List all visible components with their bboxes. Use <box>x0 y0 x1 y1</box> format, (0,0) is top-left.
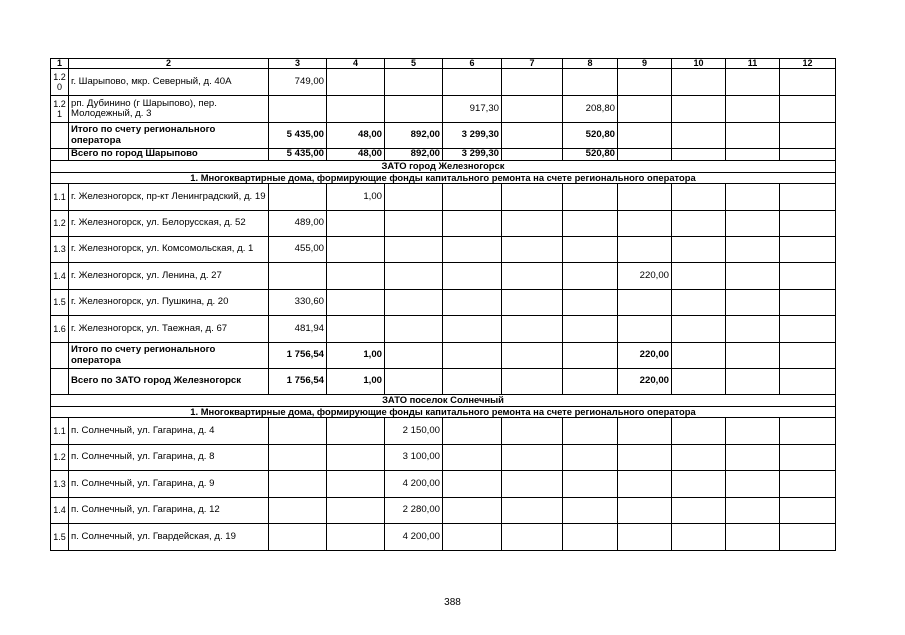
row-number-cell: 1.2 <box>51 211 69 237</box>
value-cell: 3 299,30 <box>443 149 502 161</box>
value-cell <box>563 184 618 211</box>
value-cell: 4 200,00 <box>385 524 443 551</box>
value-cell <box>443 445 502 471</box>
value-cell <box>443 471 502 498</box>
row-number-cell: 1.1 <box>51 418 69 445</box>
value-cell <box>726 418 780 445</box>
value-cell <box>327 471 385 498</box>
value-cell <box>726 123 780 149</box>
value-cell <box>726 237 780 263</box>
value-cell <box>269 445 327 471</box>
section-title: 1. Многоквартирные дома, формирующие фонды капитального ремонта на счете регионального оператора <box>51 172 836 184</box>
value-cell: 220,00 <box>618 343 672 369</box>
value-cell <box>672 471 726 498</box>
table-row <box>51 211 836 237</box>
value-cell <box>780 471 836 498</box>
value-cell <box>269 184 327 211</box>
value-cell <box>269 498 327 524</box>
address-cell: г. Железногорск, ул. Ленина, д. 27 <box>69 263 269 290</box>
value-cell <box>780 237 836 263</box>
table-row <box>51 524 836 551</box>
value-cell: 892,00 <box>385 149 443 161</box>
row-number-cell: 1.2 1 <box>51 96 69 123</box>
value-cell <box>672 211 726 237</box>
value-cell <box>618 471 672 498</box>
value-cell <box>502 184 563 211</box>
value-cell <box>672 418 726 445</box>
value-cell <box>327 96 385 123</box>
column-number-header <box>51 59 836 69</box>
value-cell <box>726 96 780 123</box>
column-number-cell: 7 <box>502 59 563 69</box>
value-cell <box>780 123 836 149</box>
row-number-cell: 1.2 0 <box>51 69 69 96</box>
value-cell <box>563 316 618 343</box>
value-cell <box>618 445 672 471</box>
value-cell: 2 150,00 <box>385 418 443 445</box>
value-cell <box>563 290 618 316</box>
value-cell <box>672 343 726 369</box>
value-cell <box>672 445 726 471</box>
row-number-cell <box>51 149 69 161</box>
value-cell <box>502 316 563 343</box>
value-cell: 3 100,00 <box>385 445 443 471</box>
value-cell <box>618 316 672 343</box>
value-cell <box>385 211 443 237</box>
value-cell <box>780 524 836 551</box>
value-cell <box>502 498 563 524</box>
value-cell <box>618 149 672 161</box>
value-cell <box>443 343 502 369</box>
table-row <box>51 471 836 498</box>
row-number-cell: 1.4 <box>51 263 69 290</box>
address-cell: п. Солнечный, ул. Гвардейская, д. 19 <box>69 524 269 551</box>
value-cell: 4 200,00 <box>385 471 443 498</box>
value-cell <box>443 69 502 96</box>
value-cell <box>672 123 726 149</box>
column-number-cell: 11 <box>726 59 780 69</box>
table-row <box>51 184 836 211</box>
value-cell: 520,80 <box>563 149 618 161</box>
column-number-cell: 5 <box>385 59 443 69</box>
value-cell <box>726 149 780 161</box>
value-cell <box>780 69 836 96</box>
value-cell <box>502 123 563 149</box>
value-cell <box>563 369 618 395</box>
value-cell <box>563 343 618 369</box>
value-cell <box>443 290 502 316</box>
section-title: 1. Многоквартирные дома, формирующие фонды капитального ремонта на счете регионального оператора <box>51 406 836 418</box>
value-cell <box>780 211 836 237</box>
value-cell <box>443 237 502 263</box>
table-row <box>51 290 836 316</box>
address-cell: Всего по город Шарыпово <box>69 149 269 161</box>
value-cell: 220,00 <box>618 263 672 290</box>
row-number-cell: 1.2 <box>51 445 69 471</box>
value-cell: 1 756,54 <box>269 343 327 369</box>
table-row <box>51 237 836 263</box>
value-cell <box>563 445 618 471</box>
report-table <box>50 58 836 551</box>
address-cell: Итого по счету регионального оператора <box>69 123 269 149</box>
section-header-row <box>51 395 836 407</box>
column-number-cell: 6 <box>443 59 502 69</box>
value-cell <box>726 498 780 524</box>
value-cell <box>327 211 385 237</box>
value-cell <box>269 524 327 551</box>
value-cell <box>269 471 327 498</box>
address-cell: п. Солнечный, ул. Гагарина, д. 4 <box>69 418 269 445</box>
value-cell: 2 280,00 <box>385 498 443 524</box>
value-cell: 48,00 <box>327 149 385 161</box>
total-row <box>51 123 836 149</box>
total-row <box>51 149 836 161</box>
value-cell: 5 435,00 <box>269 123 327 149</box>
value-cell <box>443 498 502 524</box>
row-number-cell: 1.3 <box>51 471 69 498</box>
value-cell <box>502 471 563 498</box>
table-body <box>51 59 836 551</box>
value-cell <box>385 290 443 316</box>
value-cell <box>726 445 780 471</box>
table-row <box>51 498 836 524</box>
value-cell <box>502 149 563 161</box>
value-cell <box>443 524 502 551</box>
value-cell <box>443 316 502 343</box>
value-cell <box>780 96 836 123</box>
value-cell <box>327 316 385 343</box>
table-row <box>51 96 836 123</box>
section-title: ЗАТО поселок Солнечный <box>51 395 836 407</box>
value-cell <box>385 369 443 395</box>
value-cell <box>726 184 780 211</box>
value-cell <box>327 418 385 445</box>
value-cell <box>726 343 780 369</box>
value-cell <box>726 316 780 343</box>
row-number-cell: 1.1 <box>51 184 69 211</box>
row-number-cell: 1.5 <box>51 524 69 551</box>
value-cell <box>502 343 563 369</box>
address-cell: г. Железногорск, ул. Пушкина, д. 20 <box>69 290 269 316</box>
value-cell <box>563 524 618 551</box>
value-cell <box>618 123 672 149</box>
address-cell: п. Солнечный, ул. Гагарина, д. 9 <box>69 471 269 498</box>
value-cell <box>780 149 836 161</box>
value-cell <box>269 263 327 290</box>
value-cell: 481,94 <box>269 316 327 343</box>
row-number-cell <box>51 123 69 149</box>
table-row <box>51 316 836 343</box>
address-cell: рп. Дубинино (г Шарыпово), пер. Молодежный, д. 3 <box>69 96 269 123</box>
value-cell: 330,60 <box>269 290 327 316</box>
value-cell <box>672 237 726 263</box>
value-cell <box>502 96 563 123</box>
value-cell <box>327 445 385 471</box>
section-title: ЗАТО город Железногорск <box>51 161 836 173</box>
value-cell <box>672 524 726 551</box>
value-cell <box>502 263 563 290</box>
value-cell <box>563 263 618 290</box>
value-cell <box>780 343 836 369</box>
row-number-cell: 1.5 <box>51 290 69 316</box>
value-cell <box>327 524 385 551</box>
row-number-cell: 1.6 <box>51 316 69 343</box>
address-cell: Всего по ЗАТО город Железногорск <box>69 369 269 395</box>
value-cell <box>385 343 443 369</box>
value-cell <box>726 524 780 551</box>
value-cell <box>726 263 780 290</box>
value-cell <box>780 498 836 524</box>
value-cell <box>726 69 780 96</box>
value-cell <box>618 290 672 316</box>
value-cell: 489,00 <box>269 211 327 237</box>
value-cell <box>502 237 563 263</box>
value-cell <box>385 69 443 96</box>
value-cell <box>327 237 385 263</box>
value-cell: 455,00 <box>269 237 327 263</box>
value-cell <box>563 498 618 524</box>
row-number-cell: 1.3 <box>51 237 69 263</box>
value-cell: 520,80 <box>563 123 618 149</box>
row-number-cell: 1.4 <box>51 498 69 524</box>
address-cell: г. Шарыпово, мкр. Северный, д. 40А <box>69 69 269 96</box>
value-cell <box>618 524 672 551</box>
column-number-cell: 9 <box>618 59 672 69</box>
value-cell <box>563 211 618 237</box>
address-cell: Итого по счету регионального оператора <box>69 343 269 369</box>
value-cell <box>502 524 563 551</box>
value-cell <box>269 96 327 123</box>
value-cell <box>780 184 836 211</box>
column-number-cell: 12 <box>780 59 836 69</box>
value-cell <box>563 418 618 445</box>
value-cell: 48,00 <box>327 123 385 149</box>
value-cell <box>563 237 618 263</box>
value-cell: 892,00 <box>385 123 443 149</box>
value-cell: 1,00 <box>327 369 385 395</box>
value-cell <box>443 418 502 445</box>
value-cell <box>385 184 443 211</box>
value-cell <box>327 263 385 290</box>
value-cell <box>269 418 327 445</box>
value-cell <box>726 471 780 498</box>
section-header-row <box>51 406 836 418</box>
value-cell <box>672 184 726 211</box>
value-cell <box>502 69 563 96</box>
value-cell <box>780 316 836 343</box>
value-cell <box>618 418 672 445</box>
value-cell <box>618 69 672 96</box>
value-cell <box>618 96 672 123</box>
value-cell <box>563 471 618 498</box>
value-cell <box>443 211 502 237</box>
table-row <box>51 263 836 290</box>
value-cell <box>502 369 563 395</box>
value-cell <box>327 498 385 524</box>
value-cell: 208,80 <box>563 96 618 123</box>
value-cell <box>726 369 780 395</box>
column-number-cell: 2 <box>69 59 269 69</box>
value-cell <box>618 211 672 237</box>
table-row <box>51 418 836 445</box>
row-number-cell <box>51 369 69 395</box>
value-cell <box>618 237 672 263</box>
value-cell <box>726 290 780 316</box>
row-number-cell <box>51 343 69 369</box>
page-number: 388 <box>444 597 461 608</box>
value-cell <box>502 211 563 237</box>
column-number-cell: 10 <box>672 59 726 69</box>
value-cell <box>327 290 385 316</box>
value-cell <box>780 369 836 395</box>
total-row <box>51 343 836 369</box>
value-cell <box>726 211 780 237</box>
value-cell: 917,30 <box>443 96 502 123</box>
value-cell <box>672 149 726 161</box>
address-cell: г. Железногорск, ул. Комсомольская, д. 1 <box>69 237 269 263</box>
value-cell <box>385 263 443 290</box>
section-header-row <box>51 172 836 184</box>
value-cell <box>672 316 726 343</box>
column-number-cell: 1 <box>51 59 69 69</box>
total-row <box>51 369 836 395</box>
column-number-cell: 3 <box>269 59 327 69</box>
value-cell <box>502 290 563 316</box>
value-cell <box>672 96 726 123</box>
value-cell <box>327 69 385 96</box>
value-cell <box>618 498 672 524</box>
value-cell: 1,00 <box>327 343 385 369</box>
value-cell <box>563 69 618 96</box>
value-cell <box>385 96 443 123</box>
value-cell: 220,00 <box>618 369 672 395</box>
value-cell <box>672 263 726 290</box>
address-cell: г. Железногорск, ул. Таежная, д. 67 <box>69 316 269 343</box>
address-cell: п. Солнечный, ул. Гагарина, д. 8 <box>69 445 269 471</box>
value-cell <box>780 445 836 471</box>
table-row <box>51 445 836 471</box>
value-cell: 1 756,54 <box>269 369 327 395</box>
value-cell <box>672 498 726 524</box>
value-cell <box>672 369 726 395</box>
value-cell <box>780 418 836 445</box>
column-number-cell: 4 <box>327 59 385 69</box>
value-cell <box>618 184 672 211</box>
value-cell <box>780 290 836 316</box>
address-cell: п. Солнечный, ул. Гагарина, д. 12 <box>69 498 269 524</box>
column-number-cell: 8 <box>563 59 618 69</box>
value-cell <box>443 184 502 211</box>
value-cell <box>502 418 563 445</box>
section-header-row <box>51 161 836 173</box>
value-cell: 1,00 <box>327 184 385 211</box>
address-cell: г. Железногорск, пр-кт Ленинградский, д. 19 <box>69 184 269 211</box>
value-cell <box>502 445 563 471</box>
address-cell: г. Железногорск, ул. Белорусская, д. 52 <box>69 211 269 237</box>
value-cell <box>385 316 443 343</box>
table-row <box>51 69 836 96</box>
value-cell <box>443 263 502 290</box>
value-cell: 3 299,30 <box>443 123 502 149</box>
value-cell <box>672 69 726 96</box>
value-cell: 749,00 <box>269 69 327 96</box>
value-cell <box>443 369 502 395</box>
value-cell <box>672 290 726 316</box>
value-cell <box>780 263 836 290</box>
value-cell: 5 435,00 <box>269 149 327 161</box>
value-cell <box>385 237 443 263</box>
